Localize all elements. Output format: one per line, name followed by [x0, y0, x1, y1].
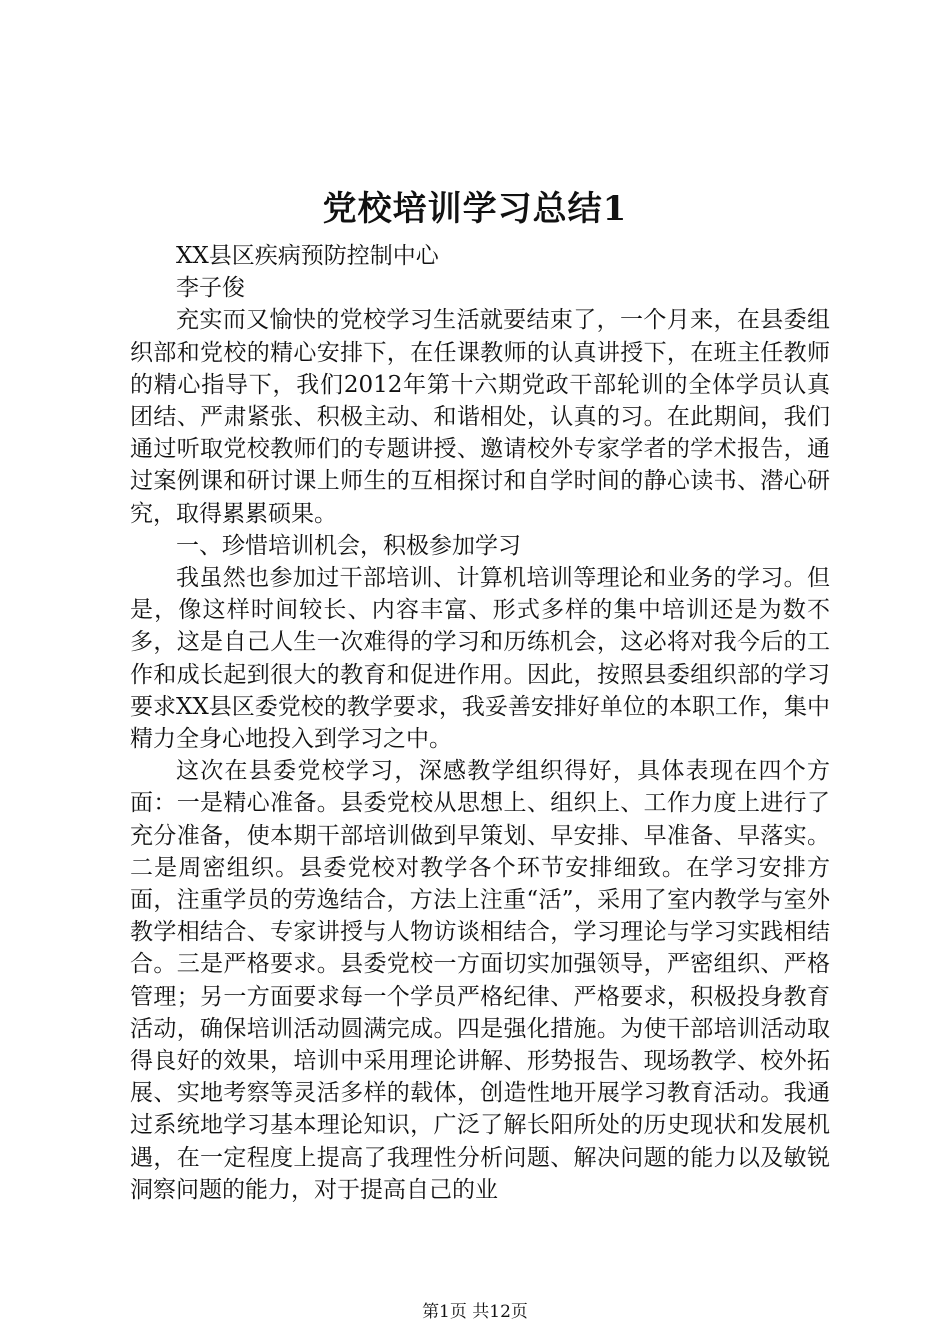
organization-line: XX县区疾病预防控制中心 — [176, 243, 439, 269]
paragraph-intro: 充实而又愉快的党校学习生活就要结束了，一个月来，在县委组织部和党校的精心安排下，在任课教师的认真讲授下，在班主任教师的精心指导下，我们2012年第十六期党政干部轮训的全体学员认真团结、严肃紧张、积极主动、和谐相处，认真的习。在此期间，我们通过听取党校教师们的专题讲授、邀请校外专家学者的学术报告，通过案例课和研讨课上师生的互相探讨和自学时间的静心读书、潜心研究，取得累累硕果。 — [130, 307, 830, 527]
document-body — [130, 240, 830, 1206]
paragraph-study-opportunity: 我虽然也参加过干部培训、计算机培训等理论和业务的学习。但是，像这样时间较长、内容丰富、形式多样的集中培训还是为数不多，这是自己人生一次难得的学习和历练机会，这必将对我今后的工作和成长起到很大的教育和促进作用。因此，按照县委组织部的学习要求XX县区委党校的教学要求，我妥善安排好单位的本职工作，集中精力全身心地投入到学习之中。 — [130, 565, 830, 753]
paragraph-teaching-organization: 这次在县委党校学习，深感教学组织得好，具体表现在四个方面：一是精心准备。县委党校从思想上、组织上、工作力度上进行了充分准备，使本期干部培训做到早策划、早安排、早准备、早落实。二是周密组织。县委党校对教学各个环节安排细致。在学习安排方面，注重学员的劳逸结合，方法上注重“活”，采用了室内教学与室外教学相结合、专家讲授与人物访谈相结合，学习理论与学习实践相结合。三是严格要求。县委党校一方面切实加强领导，严密组织、严格管理；另一方面要求每一个学员严格纪律、严格要求，积极投身教育活动，确保培训活动圆满完成。四是强化措施。为使干部培训活动取得良好的效果，培训中采用理论讲解、形势报告、现场教学、校外拓展、实地考察等灵活多样的载体，创造性地开展学习教育活动。我通过系统地学习基本理论知识，广泛了解长阳所处的历史现状和发展机遇，在一定程度上提高了我理性分析问题、解决问题的能力以及敏锐洞察问题的能力，对于提高自己的业 — [130, 758, 830, 1203]
document-title: 党校培训学习总结1 — [322, 189, 628, 229]
page-footer: 第1页 共12页 — [422, 1302, 528, 1322]
author-line: 李子俊 — [176, 275, 245, 302]
section-heading-1: 一、珍惜培训机会，积极参加学习 — [176, 532, 521, 559]
